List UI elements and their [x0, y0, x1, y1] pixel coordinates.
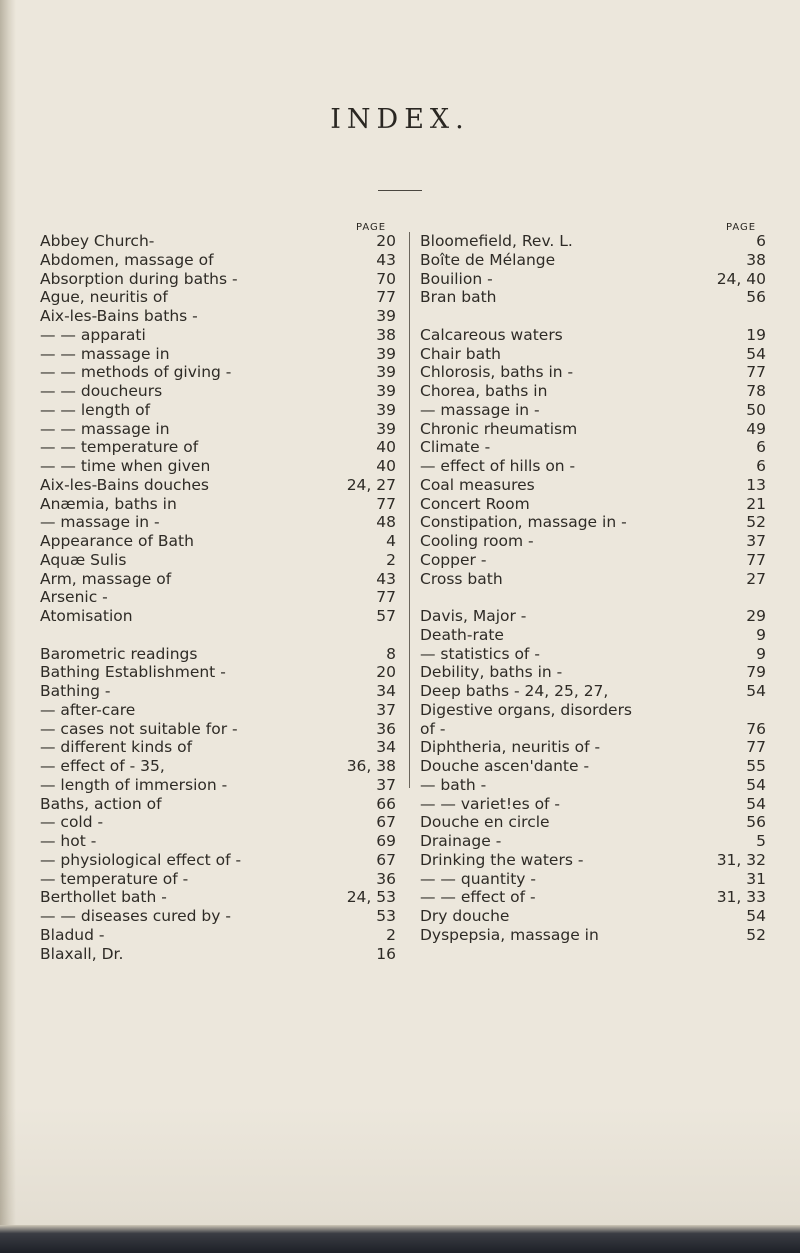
index-entry-term: — effect of hills on - — [420, 457, 576, 475]
index-entry-term: Calcareous waters — [420, 325, 563, 344]
index-entry-page: 77 — [376, 288, 396, 307]
index-entry-page: 13 — [746, 475, 766, 494]
page-binding-edge — [0, 0, 16, 1253]
index-entry — [40, 251, 396, 270]
page-title: INDEX. — [330, 104, 470, 136]
index-entry-term: — cases not suitable for - — [40, 719, 238, 738]
page-column-label-right: PAGE — [726, 222, 757, 233]
index-entry-term: Douche en circle — [420, 813, 550, 832]
index-entry — [40, 476, 396, 495]
index-entry — [40, 795, 396, 814]
title-rule — [378, 190, 422, 191]
index-entry-page: 37 — [746, 532, 766, 550]
index-entry — [40, 513, 396, 532]
index-entry-page: 36 — [376, 719, 396, 738]
index-entry-term: — effect of - 35, — [40, 757, 165, 775]
index-entry-term: Chlorosis, baths in - — [420, 363, 574, 382]
index-entry — [40, 645, 396, 664]
index-entry — [40, 776, 396, 795]
index-entry — [420, 570, 766, 589]
index-entry-page: 31 — [746, 869, 766, 888]
index-entry — [420, 326, 766, 345]
index-entry-page: 76 — [746, 719, 766, 738]
index-entry-term: Berthollet bath - — [40, 888, 167, 907]
index-entry-page: 78 — [746, 382, 766, 400]
index-entry — [420, 513, 766, 532]
index-entry-page: 24, 40 — [716, 269, 766, 288]
index-gap — [420, 307, 766, 326]
index-entry-term: Abbey Church- — [40, 232, 155, 250]
index-entry-term: Bladud - — [40, 925, 105, 944]
index-entry-page: 27 — [746, 569, 766, 588]
index-entry-page: 55 — [746, 757, 766, 775]
index-entry-term: — different kinds of — [40, 738, 193, 757]
index-entry-term: Boîte de Mélange — [420, 250, 556, 269]
index-entry — [420, 251, 766, 270]
index-entry — [420, 457, 766, 476]
index-entry-term: Arm, massage of — [40, 569, 172, 588]
index-entry — [40, 438, 396, 457]
index-entry-page: 77 — [746, 738, 766, 757]
index-entry-page: 2 — [386, 550, 396, 569]
index-entry — [40, 326, 396, 345]
index-entry-page: 38 — [376, 325, 396, 344]
index-entry-page: 79 — [746, 663, 766, 682]
index-entry-page: 6 — [756, 438, 766, 457]
index-entry-term: Absorption during baths - — [40, 269, 238, 288]
index-entry-term: Bloomefield, Rev. L. — [420, 232, 573, 250]
index-entry-term: Drainage - — [420, 832, 502, 850]
index-entry-term: — hot - — [40, 832, 97, 850]
index-entry-term: Death-rate — [420, 625, 504, 644]
index-entry — [420, 663, 766, 682]
index-entry-term: Atomisation — [40, 607, 133, 625]
index-entry — [40, 588, 396, 607]
index-entry — [40, 232, 396, 251]
index-entry-term: Aquæ Sulis — [40, 550, 127, 569]
index-entry — [40, 720, 396, 739]
index-entry-term: — — quantity - — [420, 869, 536, 888]
index-entry-term: Ague, neuritis of — [40, 288, 168, 307]
index-entry — [420, 738, 766, 757]
index-entry-page: 6 — [756, 232, 766, 250]
index-entry-term: Coal measures — [420, 475, 535, 494]
index-entry — [420, 532, 766, 551]
index-entry-term: — statistics of - — [420, 644, 540, 663]
index-entry-term: Bathing - — [40, 682, 111, 700]
index-entry-term: Davis, Major - — [420, 607, 527, 625]
index-entry — [420, 345, 766, 364]
index-entry-term: — physiological effect of - — [40, 850, 242, 869]
index-entry — [40, 457, 396, 476]
index-entry — [420, 363, 766, 382]
index-entry-page: 34 — [376, 738, 396, 757]
index-entry — [40, 738, 396, 757]
index-entry-term: — massage in - — [420, 400, 540, 419]
index-entry — [40, 907, 396, 926]
index-entry-page: 36, 38 — [346, 757, 396, 775]
index-entry — [420, 682, 766, 701]
index-entry-page: 19 — [746, 325, 766, 344]
index-entry-page: 21 — [746, 494, 766, 513]
index-entry-term: Chorea, baths in — [420, 382, 548, 400]
index-entry — [40, 363, 396, 382]
index-entry-term: — — length of — [40, 400, 151, 419]
index-entry — [420, 720, 766, 739]
index-entry-page: 43 — [376, 569, 396, 588]
index-entry-term: Constipation, massage in - — [420, 513, 627, 532]
index-entry-page: 39 — [376, 363, 396, 382]
index-entry-term: Deep baths - 24, 25, 27, — [420, 682, 609, 700]
index-entry — [40, 813, 396, 832]
index-entry-page: 38 — [746, 250, 766, 269]
index-entry — [420, 382, 766, 401]
index-entry — [420, 701, 766, 720]
index-entry-page: 52 — [746, 513, 766, 532]
index-entry — [420, 232, 766, 251]
index-entry-term: Appearance of Bath — [40, 532, 194, 550]
index-entry-term: Cross bath — [420, 569, 503, 588]
index-entry-page: 67 — [376, 850, 396, 869]
index-entry-term: Cooling room - — [420, 532, 534, 550]
index-entry-term: — — doucheurs — [40, 382, 163, 400]
index-entry-page: 36 — [376, 869, 396, 888]
index-entry-page: 6 — [756, 457, 766, 475]
index-entry-term: — — time when given — [40, 457, 211, 475]
index-entry-page: 40 — [376, 438, 396, 457]
index-entry-page: 9 — [756, 644, 766, 663]
index-entry-term: Bathing Establishment - — [40, 663, 226, 682]
index-entry-page: 77 — [376, 588, 396, 607]
index-entry — [40, 701, 396, 720]
index-entry — [40, 532, 396, 551]
index-entry-page: 69 — [376, 832, 396, 850]
index-entry-term: — — effect of - — [420, 888, 536, 907]
index-entry — [420, 907, 766, 926]
index-entry-page: 31, 33 — [716, 888, 766, 907]
index-entry — [420, 757, 766, 776]
index-entry — [40, 945, 396, 964]
index-entry-term: Abdomen, massage of — [40, 250, 214, 269]
index-entry — [420, 870, 766, 889]
index-entry-term: Copper - — [420, 550, 487, 569]
index-entry — [420, 551, 766, 570]
index-gap — [40, 626, 396, 645]
index-entry-term: Aix-les-Bains baths - — [40, 307, 198, 325]
index-entry — [40, 888, 396, 907]
index-entry-term: Dry douche — [420, 907, 510, 925]
index-entry-term: — — massage in — [40, 419, 170, 438]
index-entry-page: 53 — [376, 907, 396, 925]
index-entry-page: 43 — [376, 250, 396, 269]
index-entry-page: 29 — [746, 607, 766, 625]
index-column-left — [40, 232, 396, 963]
index-entry-term: Aix-les-Bains douches — [40, 475, 210, 494]
index-entry — [420, 420, 766, 439]
index-entry-page: 40 — [376, 457, 396, 475]
index-entry-page: 39 — [376, 307, 396, 325]
index-entry-term: — after-care — [40, 700, 136, 719]
index-entry-page: 48 — [376, 513, 396, 532]
index-entry-term: Baths, action of — [40, 794, 162, 813]
index-entry-page: 20 — [376, 663, 396, 682]
index-entry-term: Douche ascen'dante - — [420, 757, 590, 775]
index-entry-page: 4 — [386, 532, 396, 550]
index-entry — [40, 551, 396, 570]
index-entry-page: 52 — [746, 925, 766, 944]
index-entry-term: Dyspepsia, massage in — [420, 925, 599, 944]
index-entry — [40, 270, 396, 289]
index-entry — [420, 795, 766, 814]
index-entry-page: 54 — [746, 907, 766, 925]
index-entry-page: 34 — [376, 682, 396, 700]
index-entry — [40, 607, 396, 626]
index-entry-term: Debility, baths in - — [420, 663, 563, 682]
index-entry-page: 9 — [756, 625, 766, 644]
index-gap — [420, 588, 766, 607]
index-entry-page: 39 — [376, 344, 396, 363]
index-entry-term: Climate - — [420, 438, 491, 457]
index-entry-term: Blaxall, Dr. — [40, 944, 124, 963]
index-entry-page: 77 — [746, 550, 766, 569]
index-entry-term: Concert Room — [420, 494, 530, 513]
page-column-label-left: PAGE — [356, 222, 387, 233]
index-entry-page: 24, 27 — [346, 475, 396, 494]
index-entry — [420, 832, 766, 851]
index-entry — [420, 926, 766, 945]
index-entry-term: — — methods of giving - — [40, 363, 232, 382]
index-entry — [40, 663, 396, 682]
index-entry-page: 2 — [386, 925, 396, 944]
index-entry-page: 54 — [746, 775, 766, 794]
index-entry-page: 57 — [376, 607, 396, 625]
index-entry-term: Bran bath — [420, 288, 497, 307]
index-entry — [40, 495, 396, 514]
index-entry — [40, 682, 396, 701]
index-entry — [40, 570, 396, 589]
index-entry-page: 24, 53 — [346, 888, 396, 907]
index-entry — [40, 401, 396, 420]
index-entry-term: Chronic rheumatism — [420, 419, 578, 438]
index-entry-term: — temperature of - — [40, 869, 189, 888]
index-entry-page: 70 — [376, 269, 396, 288]
index-entry-term: of - — [420, 719, 446, 738]
index-entry — [420, 645, 766, 664]
index-entry-page: 56 — [746, 288, 766, 307]
index-entry-term: — — variet!es of - — [420, 794, 561, 813]
index-entry — [420, 288, 766, 307]
index-entry — [40, 926, 396, 945]
index-entry-page: 66 — [376, 794, 396, 813]
index-entry-term: — — temperature of — [40, 438, 199, 457]
index-entry-page: 5 — [756, 832, 766, 850]
index-entry-page: 54 — [746, 682, 766, 700]
index-entry — [40, 870, 396, 889]
index-entry — [420, 495, 766, 514]
index-entry-term: Anæmia, baths in — [40, 494, 177, 513]
page-shadow — [0, 1105, 800, 1225]
index-entry — [40, 307, 396, 326]
index-entry-term: — — apparati — [40, 325, 146, 344]
index-entry-page: 39 — [376, 400, 396, 419]
index-entry — [420, 438, 766, 457]
index-entry-page: 67 — [376, 813, 396, 832]
index-entry-term: Drinking the waters - — [420, 850, 584, 869]
index-entry-page: 49 — [746, 419, 766, 438]
index-entry — [420, 270, 766, 289]
index-entry-page: 16 — [376, 944, 396, 963]
index-entry — [40, 757, 396, 776]
index-entry-page: 54 — [746, 794, 766, 813]
index-entry-page: 39 — [376, 382, 396, 400]
page-bottom-edge — [0, 1225, 800, 1253]
index-entry — [40, 382, 396, 401]
index-entry — [40, 851, 396, 870]
index-entry-page: 39 — [376, 419, 396, 438]
index-entry-page: 37 — [376, 775, 396, 794]
index-entry — [420, 776, 766, 795]
index-entry-page: 54 — [746, 344, 766, 363]
index-entry-page: 37 — [376, 700, 396, 719]
column-divider — [409, 232, 410, 788]
index-entry — [40, 345, 396, 364]
index-entry-page: 77 — [376, 494, 396, 513]
index-entry-page: 56 — [746, 813, 766, 832]
index-entry — [420, 888, 766, 907]
index-entry-term: — — massage in — [40, 344, 170, 363]
index-entry-page: 77 — [746, 363, 766, 382]
index-entry-page: 31, 32 — [716, 850, 766, 869]
index-entry-term: Diphtheria, neuritis of - — [420, 738, 601, 757]
index-entry-term: — cold - — [40, 813, 104, 832]
index-entry-page: 8 — [386, 644, 396, 663]
index-entry-term: — bath - — [420, 775, 487, 794]
index-entry-term: Arsenic - — [40, 588, 108, 607]
index-entry — [420, 401, 766, 420]
index-column-right — [420, 232, 766, 945]
index-entry-term: Bouilion - — [420, 269, 493, 288]
index-entry-term: — length of immersion - — [40, 775, 228, 794]
index-entry-term: Barometric readings — [40, 644, 198, 663]
index-entry-term: — massage in - — [40, 513, 160, 532]
index-entry — [40, 420, 396, 439]
index-entry — [420, 813, 766, 832]
index-entry — [40, 288, 396, 307]
index-entry-term: Digestive organs, disorders — [420, 700, 633, 719]
index-entry-term: — — diseases cured by - — [40, 907, 231, 925]
index-entry — [420, 851, 766, 870]
index-entry — [420, 626, 766, 645]
index-entry — [420, 607, 766, 626]
index-entry-page: 20 — [376, 232, 396, 250]
index-entry — [420, 476, 766, 495]
index-entry-page: 50 — [746, 400, 766, 419]
index-entry-term: Chair bath — [420, 344, 501, 363]
index-entry — [40, 832, 396, 851]
